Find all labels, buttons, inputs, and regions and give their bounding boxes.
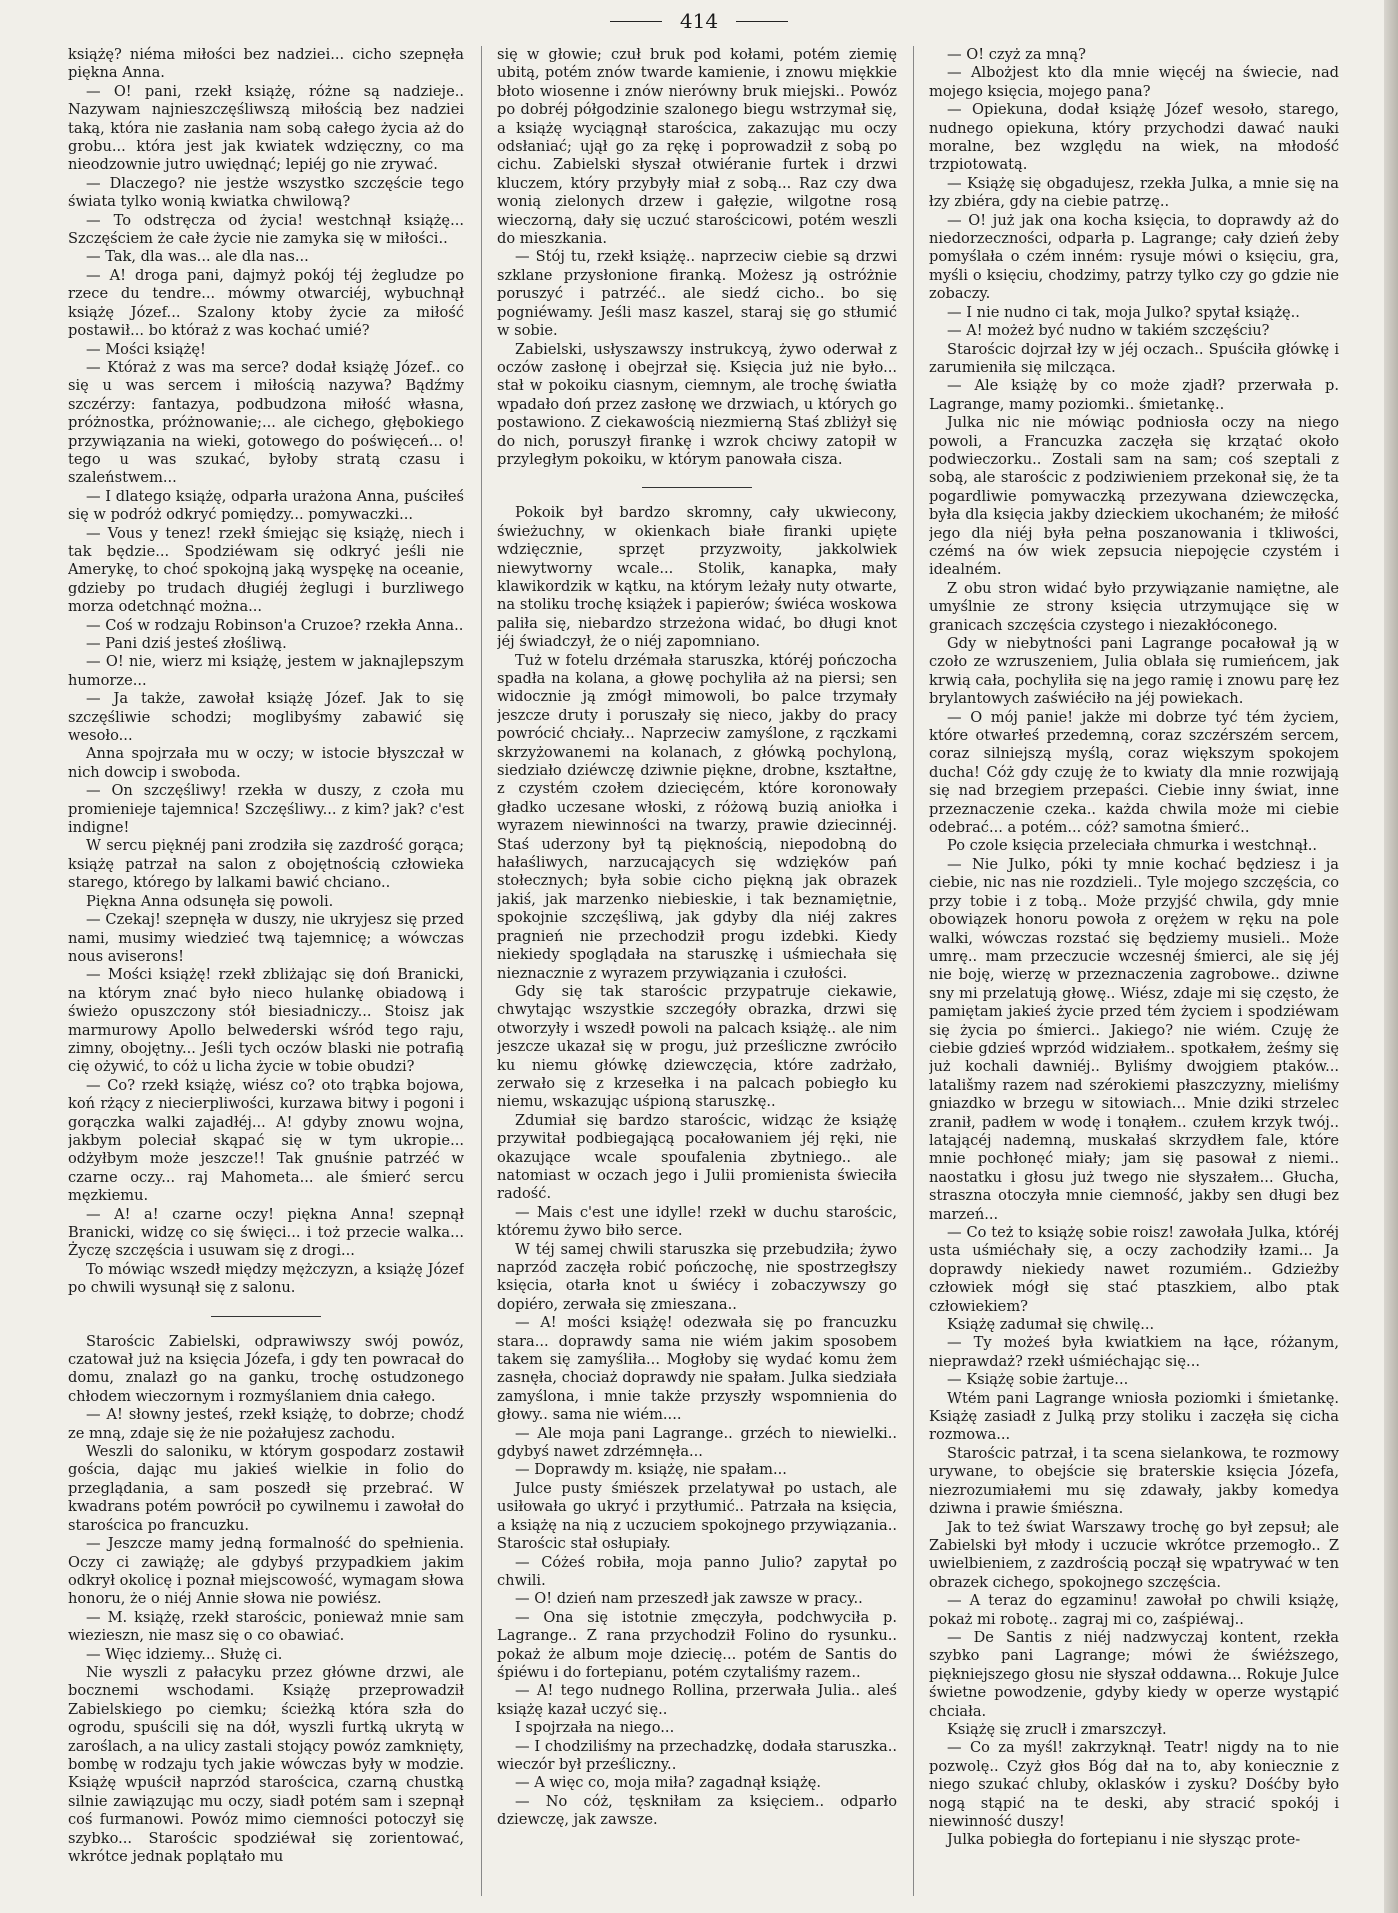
paragraph: — Mości książę! — [86, 340, 206, 358]
paragraph: — O! pani, rzekł książę, różne są nadzieje.. Nazywam najnieszczęśliwszą miłością bez nadziei taką, która nie zasłania nam sobą całego życia aż do grobu... która jest jak kwiatek wdzięczny, co ma nieodzownie jutro uwiędnąć; lepiéj go nie zrywać. — [68, 82, 464, 174]
paragraph: — Dlaczego? nie jestże wszystko szczęście tego świata tylko wonią kwiatka chwilową? — [68, 174, 464, 211]
column-divider-2 — [913, 46, 914, 1896]
paragraph: się w głowie; czuł bruk pod kołami, potém ziemię ubitą, potém znów twarde kamienie, i znowu miękkie błoto wiosenne i znów nierówny bruk miejski.. Powóz po dobréj półgodzinie szalonego biegu wstrzymał się, a książę wyciągnął starościca, zakazując mu oczy odsłaniać; ujął go za rękę i poprowadził z sobą po cichu. Zabielski słyszał otwiéranie furtek i drzwi kluczem, który przybyły miał z sobą... Raz czy dwa wonią zielonych drzew i gałęzie, wilgotne rosą wieczorną, dały się uczuć starościcowi, potém weszli do mieszkania. — [497, 46, 897, 248]
paragraph: Jak to też świat Warszawy trochę go był zepsuł; ale Zabielski był młody i uczucie wkrótce przemogło.. Z uwielbieniem, z zazdrością począł się wpatrywać w ten obrazek cichego, spokojnego szczęścia. — [929, 1518, 1339, 1591]
paragraph: To mówiąc wszedł między mężczyzn, a książę Józef po chwili wysunął się z salonu. — [68, 1260, 464, 1297]
header-rule-right — [736, 21, 788, 22]
paragraph: — Tak, dla was... ale dla nas... — [86, 248, 309, 266]
paragraph: Tuż w fotelu drzémała staruszka, któréj pończocha spadła na kolana, a głowę pochyliła aż na piersi; sen widocznie ją zmógł mimowoli, bo palce trzymały jeszcze druty i poruszały się nieco, jakby do pracy powrócić chciały... Naprzeciw zamyślone, z rączkami skrzyżowanemi na kolanach, z główką pochyloną, siedziało dziéwczę dziwnie piękne, drobne, kształtne, z czystém czołem dziecięcém, które koronowały gładko uczesane włoski, z różową buzią aniołka i wyrazem niewinności na twarzy, prawie dziecinnéj. Staś uderzony był tą pięknością, niepodobną do hałaśliwych, narzucających się wdzięków pań stołecznych; była sobie cicho piękną jak obrazek jakiś, jak marzenko niebieskie, i tak beznamiętnie, spokojnie szczęśliwą, jak gdyby dla niéj zakres pragnień nie przechodził progu izdebki. Kiedy niekiedy spoglądała na staruszkę i uśmiechała się nieznacznie z wyrazem przywiązania i czułości. — [497, 651, 897, 982]
paragraph: — Cóżeś robiła, moja panno Julio? zapytał po chwili. — [497, 1553, 897, 1589]
paragraph: — I nie nudno ci tak, moja Julko? spytał książę.. — [947, 303, 1300, 321]
paragraph: Pokoik był bardzo skromny, cały ukwiecony, świeżuchny, w okienkach białe firanki upięte wdzięcznie, sprzęt przyzwoity, jakkolwiek niewytworny wcale... Stolik, kanapka, mały klawikordzik w kątku, na którym leżały nuty otwarte, na stoliku trochę książek i papierów; świéca woskowa paliła się, niebardzo strzeżona widać, bo długi knot jéj świadczył, że o niéj zapomniano. — [497, 504, 897, 651]
paragraph: — Mości książę! rzekł zbliżając się doń Branicki, na którym znać było nieco hulankę obiadową i świeżo opuszczony stół biesiadniczy... Stoisz jak marmurowy Apollo belwederski wśród tego raju, zimny, obojętny... Jeśli tych oczów blaski nie potrafią cię ożywić, to cóż u licha życie w tobie obudzi? — [68, 966, 464, 1076]
paragraph: — Doprawdy m. książę, nie spałam... — [515, 1461, 787, 1479]
text-column-1 — [68, 46, 464, 1896]
paragraph: Zabielski, usłyszawszy instrukcyą, żywo oderwał z oczów zasłonę i obejrzał się. Księcia już nie było... stał w pokoiku ciasnym, ciemnym, ale trochę światła wpadało doń przez zasłonę we drzwiach, u których go postawiono. Z ciekawością niezmierną Staś zbliżył się do nich, poruszył firankę i wzrok chciwy zatopił w przyległym pokoiku, w którym panowała cisza. — [497, 340, 897, 468]
paragraph: — Mais c'est une idylle! rzekł w duchu starościc, któremu żywo biło serce. — [497, 1203, 897, 1240]
paragraph: Książę się zruclł i zmarszczył. — [947, 1720, 1167, 1738]
paragraph: — Ale moja pani Lagrange.. grzéch to niewielki.. gdybyś nawet zdrzémnęła... — [497, 1424, 897, 1461]
paragraph: — Opiekuna, dodał książę Józef wesoło, starego, nudnego opiekuna, który przychodzi dawać nauki moralne, bez względu na wiek, na młodość trzpiotowatą. — [929, 101, 1339, 174]
paragraph: Zdumiał się bardzo starościc, widząc że książę przywitał podbiegającą pocałowaniem jéj ręki, nie okazujące wcale spoufalenia zbytniego.. ale natomiast w oczach jego i Julii promienista świeciła radość. — [497, 1111, 897, 1203]
paragraph: — Ona się istotnie zmęczyła, podchwyciła p. Lagrange.. Z rana przychodził Folino do rysunku.. pokaż że album moje dziecię... potém de Santis do śpiéwu i do fortepianu, potém czytaliśmy razem.. — [497, 1608, 897, 1681]
paragraph: Weszli do saloniku, w którym gospodarz zostawił gościa, dając mu jakieś wielkie in folio do przeglądania, a sam poszedł się przebrać. W kwadrans potém powrócił po cywilnemu i zawołał do starościca po francuzku. — [68, 1443, 464, 1534]
paragraph: — M. książę, rzekł starościc, ponieważ mnie sam wiezieszn, nie masz się o co obawiać. — [68, 1608, 464, 1645]
paragraph: — Książę sobie żartuje... — [947, 1371, 1129, 1389]
paragraph: — A! droga pani, dajmyż pokój téj żegludze po rzece du tendre... mówmy otwarciéj, wybuchnął książę Józef... Szalony ktoby życie za miłość postawił... bo któraż z was kochać umié? — [68, 266, 464, 340]
paragraph: — Coś w rodzaju Robinson'a Cruzoe? rzekła Anna.. — [86, 616, 464, 634]
paragraph: — Stój tu, rzekł książę.. naprzeciw ciebie są drzwi szklane przysłonione firanką. Możesz ją ostróżnie poruszyć i patrzéć.. ale siedź cicho.. bo się pogniéwamy. Jeśli masz kaszel, staraj się go stłumić w sobie. — [497, 248, 897, 340]
paragraph: — Co za myśl! zakrzyknął. Teatr! nigdy na to nie pozwolę.. Czyż głos Bóg dał na to, aby koniecznie z niego szukać chluby, oklasków i zysku? Dośćby było nogą stąpić na te deski, aby stracić spokój i niewinność duszy! — [929, 1739, 1339, 1830]
paragraph: Piękna Anna odsunęła się powoli. — [86, 892, 334, 910]
paragraph: Z obu stron widać było przywiązanie namiętne, ale umyślnie ze strony księcia utrzymujące się w granicach szczęścia czystego i niezakłóconego. — [929, 579, 1339, 634]
text-column-3 — [929, 46, 1339, 1896]
paragraph: I spojrzała na niego... — [515, 1719, 675, 1737]
paragraph: — O! już jak ona kocha księcia, to doprawdy aż do niedorzeczności, odparła p. Lagrange; cały dzień żeby pomyślała o czém inném: rysuje mówi o księciu, gra, myśli o księciu, chodzimy, patrzy tylko czy go gdzie nie zobaczy. — [929, 211, 1339, 303]
paragraph: — O! nie, wierz mi książę, jestem w jaknajlepszym humorze... — [68, 653, 464, 689]
paragraph: — De Santis z niéj nadzwyczaj kontent, rzekła szybko pani Lagrange; mówi że świéższego, piękniejszego głosu nie słyszał oddawna... Rokuje Julce świetne powodzenie, gdyby kiedy w operze wystąpić chciała. — [929, 1628, 1339, 1720]
paragraph: W téj samej chwili staruszka się przebudziła; żywo naprzód zaczęła robić pończochę, nie spostrzegłszy księcia, otarła knot u świécy i zobaczywszy go dopiéro, zerwała się zmieszana.. — [497, 1240, 897, 1313]
paragraph: — No cóż, tęskniłam za księciem.. odparło dziewczę, jak zawsze. — [497, 1792, 897, 1829]
paragraph: — Któraż z was ma serce? dodał książę Józef.. co się u was sercem i miłością nazywa? Bądźmy szczérzy: fantazya, podbudzona miłość własna, próżnostka, próżnowanie;... ale cichego, głębokiego przywiązania na wieki, gotowego do poświęceń... o! tego u was szukać, byłoby stratą czasu i szaleństwem... — [68, 358, 464, 487]
column-divider-1 — [481, 46, 482, 1896]
paragraph: książę? niéma miłości bez nadziei... cicho szepnęła piękna Anna. — [68, 46, 464, 82]
paragraph: — Nie Julko, póki ty mnie kochać będziesz i ja ciebie, nic nas nie rozdzieli.. Tyle mojego szczęścia, co przy tobie i z tobą.. Może przyjść chwila, gdy mnie obowiązek honoru powoła z orężem w ręku na pole walki, wówczas rozstać się będziemy musieli.. Może umrę.. mam przeczucie wczesnéj śmierci, ale się jéj nie boję, wierzę w przeznaczenia zagrobowe.. dziwne sny mi przelatują głowę.. Wiész, zdaje mi się często, że pamiętam jakieś życie przed tém życiem i spodziéwam się życia po śmierci.. Jakiego? nie wiém. Czuję że ciebie gdzieś wprzód widziałem.. spotkałem, żeśmy się już kochali dawniéj.. Byliśmy dwojgiem ptaków... latališmy razem nad szérokiemi płaszczyzny, mieliśmy gniazdko w brzegu w sitowiach... Mnie dziki strzelec zranił, padłem w wodę i tonąłem.. czułem krzyk twój.. latającéj nademną, muskałaś skrzydłem fale, które mnie pochłonęć miały; jam się pasował z niemi.. naostatku i głosu już twego nie słyszałem... Głucha, straszna otoczyła mnie ciemność, jakby sen długi bez marzeń... — [929, 855, 1339, 1223]
paragraph: — Co też to książę sobie roisz! zawołała Julka, któréj usta uśmiéchały się, a oczy zachodziły łzami... Ja doprawdy niekiedy nawet rozumiém.. Gdzieżby człowiek mógł się stać ptaszkiem, albo ptak człowiekiem? — [929, 1224, 1339, 1315]
paragraph: — Czekaj! szepnęła w duszy, nie ukryjesz się przed nami, musimy wiedzieć twą tajemnicę; a wówczas nous aviserons! — [68, 911, 464, 965]
paragraph: Gdy się tak starościc przypatruje ciekawie, chwytając wszystkie szczegóły obrazka, drzwi się otworzyły i wszedł powoli na palcach książę.. ale nim jeszcze ukazał się w progu, już prześliczne zwróciło ku niemu główkę dziewczęcia, które zadrżało, zerwało się z krzesełka i na palcach pobiegło ku niemu, wskazując uśpioną staruszkę.. — [497, 982, 897, 1111]
paragraph: — Ty możeś była kwiatkiem na łące, różanym, nieprawdaż? rzekł uśmiéchając się... — [929, 1334, 1339, 1370]
paragraph: — Jeszcze mamy jedną formalność do spełnienia. Oczy ci zawiążę; ale gdybyś przypadkiem jakim odkrył okolicę i poznał miejscowość, wymagam słowa honoru, że o niéj Annie słowa nie powiész. — [68, 1535, 464, 1608]
paragraph: Po czole księcia przeleciała chmurka i westchnął.. — [947, 837, 1318, 855]
paragraph: — Książę się obgadujesz, rzekła Julka, a mnie się na łzy zbiéra, gdy na ciebie patrzę.. — [929, 174, 1339, 211]
page-number: 414 — [679, 9, 719, 33]
text-column-2 — [497, 46, 897, 1896]
paragraph: — On szczęśliwy! rzekła w duszy, z czoła mu promienieje tajemnica! Szczęśliwy... z kim? jak? c'est indigne! — [68, 782, 464, 837]
paragraph: — A! tego nudnego Rollina, przerwała Julia.. aleś książę kazał uczyć się.. — [497, 1682, 897, 1718]
paragraph: W sercu pięknéj pani zrodziła się zazdrość gorąca; książę patrzał na salon z obojętnością człowieka starego, którego by lalkami bawić chciano.. — [68, 837, 464, 892]
paragraph: — A! mości książę! odezwała się po francuzku stara... doprawdy sama nie wiém jakim sposobem takem się zamyśliła... Mogłoby się wydać komu żem zasnęła, chociaż doprawdy nie spałam. Julka siedziała zamyślona, i mnie także przyszły wspomnienia do głowy.. sama nie wiém.... — [497, 1314, 897, 1424]
page-header — [0, 6, 1398, 36]
section-separator — [642, 487, 752, 488]
paragraph: — Vous y tenez! rzekł śmiejąc się książę, niech i tak będzie... Spodziéwam się odkryć jeśli nie Amerykę, to choć spokojną jaką wyspękę na oceanie, gdzieby po trudach długiéj żeglugi i burzliwego morza odetchnąć można... — [68, 524, 464, 616]
paragraph: Starościc patrzał, i ta scena sielankowa, te rozmowy urywane, to obejście się braterskie księcia Józefa, niezrozumiałemi mu się zdawały, jakby komedya dziwna i prawie śmiészna. — [929, 1444, 1339, 1518]
paragraph: Książę zadumał się chwilę... — [947, 1316, 1155, 1334]
paragraph: — Więc idziemy... Służę ci. — [86, 1645, 283, 1663]
header-rule-left — [610, 21, 662, 22]
paragraph: — A więc co, moja miła? zagadnął książę. — [515, 1774, 822, 1792]
paragraph: — I dlatego książę, odparła urażona Anna, puściłeś się w podróż odkryć pomiędzy... pomywaczki... — [68, 487, 464, 524]
paragraph: Nie wyszli z pałacyku przez główne drzwi, ale bocznemi wschodami. Książę przeprowadził Zabielskiego po ciemku; ścieżką która szła do ogrodu, spuścili się na dół, wyszli furtką ukrytą w zaroślach, a na ulicy zastali stojący powóz zamknięty, bombę w rodzaju tych jakie wówczas były w modzie. Książę wpuścił naprzód starościca, czarną chustką silnie zawiązując mu oczy, siadł potém sam i szepnął coś furmanowi. Powóz mimo ciemności potoczył się szybko... Starościc spodziéwał się zorientować, wkrótce jednak poplątało mu — [68, 1663, 464, 1865]
page-edge — [1384, 0, 1398, 1913]
paragraph: Starościc dojrzał łzy w jéj oczach.. Spuściła główkę i zarumieniła się milcząca. — [929, 340, 1339, 376]
section-separator — [211, 1316, 321, 1317]
paragraph: — A teraz do egzaminu! zawołał po chwili książę, pokaż mi robotę.. zagraj mi co, zaśpiéwaj.. — [929, 1592, 1339, 1628]
paragraph: Starościc Zabielski, odprawiwszy swój powóz, czatował już na księcia Józefa, i gdy ten powracał do domu, znalazł go na ganku, trochę ostudzonego chłodem wieczornym i rozmyślaniem dnia całego. — [68, 1332, 464, 1405]
paragraph: — O mój panie! jakże mi dobrze tyć tém życiem, które otwarłeś przedemną, coraz szczérszém sercem, coraz silniejszą myślą, coraz większym spokojem ducha! Cóż gdy czuję że to kwiaty dla mnie rozwijają się nad brzegiem przepaści. Ciebie inny świat, inne przeznaczenie czeka.. każda chwila może mi ciebie odebrać... a potém... cóż? samotna śmierć.. — [929, 708, 1339, 837]
paragraph: — I chodziliśmy na przechadzkę, dodała staruszka.. wieczór był prześliczny.. — [497, 1737, 897, 1773]
paragraph: — To odstręcza od życia! westchnął książę... Szczęściem że całe życie nie zamyka się w miłości.. — [68, 211, 464, 248]
paragraph: — A! słowny jesteś, rzekł książę, to dobrze; chodź ze mną, zdaje się że nie pożałujesz zachodu. — [68, 1406, 464, 1442]
paragraph: — Albożjest kto dla mnie więcéj na świecie, nad mojego księcia, mojego pana? — [929, 64, 1339, 100]
paragraph: — O! dzień nam przeszedł jak zawsze w pracy.. — [515, 1590, 863, 1608]
paragraph: Gdy w niebytności pani Lagrange pocałował ją w czoło ze wzruszeniem, Julia oblała się rumieńcem, jak krwią cała, pochyliła się na jego ramię i znowu parę łez brylantowych zaświéciło na jéj powiekach. — [929, 635, 1339, 708]
paragraph: — Pani dziś jesteś złośliwą. — [86, 635, 287, 652]
paragraph: — O! czyż za mną? — [947, 46, 1086, 63]
paragraph: Wtém pani Lagrange wniosła poziomki i śmietankę. Książę zasiadł z Julką przy stoliku i zaczęła się cicha rozmowa... — [929, 1389, 1339, 1444]
paragraph: — Co? rzekł książę, wiész co? oto trąbka bojowa, koń rżący z niecierpliwości, kurzawa bitwy i pogoni i gorączka walki zajadłéj... A! gdyby znowu wojna, jakbym poleciał skąpać się w tym ukropie... odżyłbym może jeszcze!! Tak gnuśnie patrzéć w czarne oczy... raj Mahometa... ale śmierć sercu męzkiemu. — [68, 1076, 464, 1205]
paragraph: Julce pusty śmiészek przelatywał po ustach, ale usiłowała go ukryć i przytłumić.. Patrzała na księcia, a książę na nią z uczuciem spokojnego przywiązania.. Starościc stał osłupiały. — [497, 1479, 897, 1553]
paragraph: Julka pobiegła do fortepianu i nie słysząc prote- — [947, 1831, 1301, 1849]
paragraph: — A! a! czarne oczy! piękna Anna! szepnął Branicki, widzę co się święci... i toż przecie walka... Życzę szczęścia i usuwam się z drogi... — [68, 1205, 464, 1260]
paragraph: — Ale książę by co może zjadł? przerwała p. Lagrange, mamy poziomki.. śmietankę.. — [929, 377, 1339, 413]
paragraph: — Ja także, zawołał książę Józef. Jak to się szczęśliwie schodzi; moglibyśmy zabawić się wesoło... — [68, 690, 464, 745]
paragraph: Julka nic nie mówiąc podniosła oczy na niego powoli, a Francuzka zaczęła się krzątać około podwieczorku.. Zostali sam na sam; coś szeptali z sobą, ale starościc z podziwieniem przekonał się, że ta pogardliwie pomywaczką przezywana dziewczęcka, była dla księcia jakby dzieckiem ukochaném; że miłość jego dla niéj była pełna poszanowania i tkliwości, czémś na ów wiek zepsucia niepojęcie czystém i idealném. — [929, 414, 1339, 579]
paragraph: Anna spojrzała mu w oczy; w istocie błyszczał w nich dowcip i swoboda. — [68, 745, 464, 781]
paragraph: — A! możeż być nudno w takiém szczęściu? — [947, 322, 1270, 340]
